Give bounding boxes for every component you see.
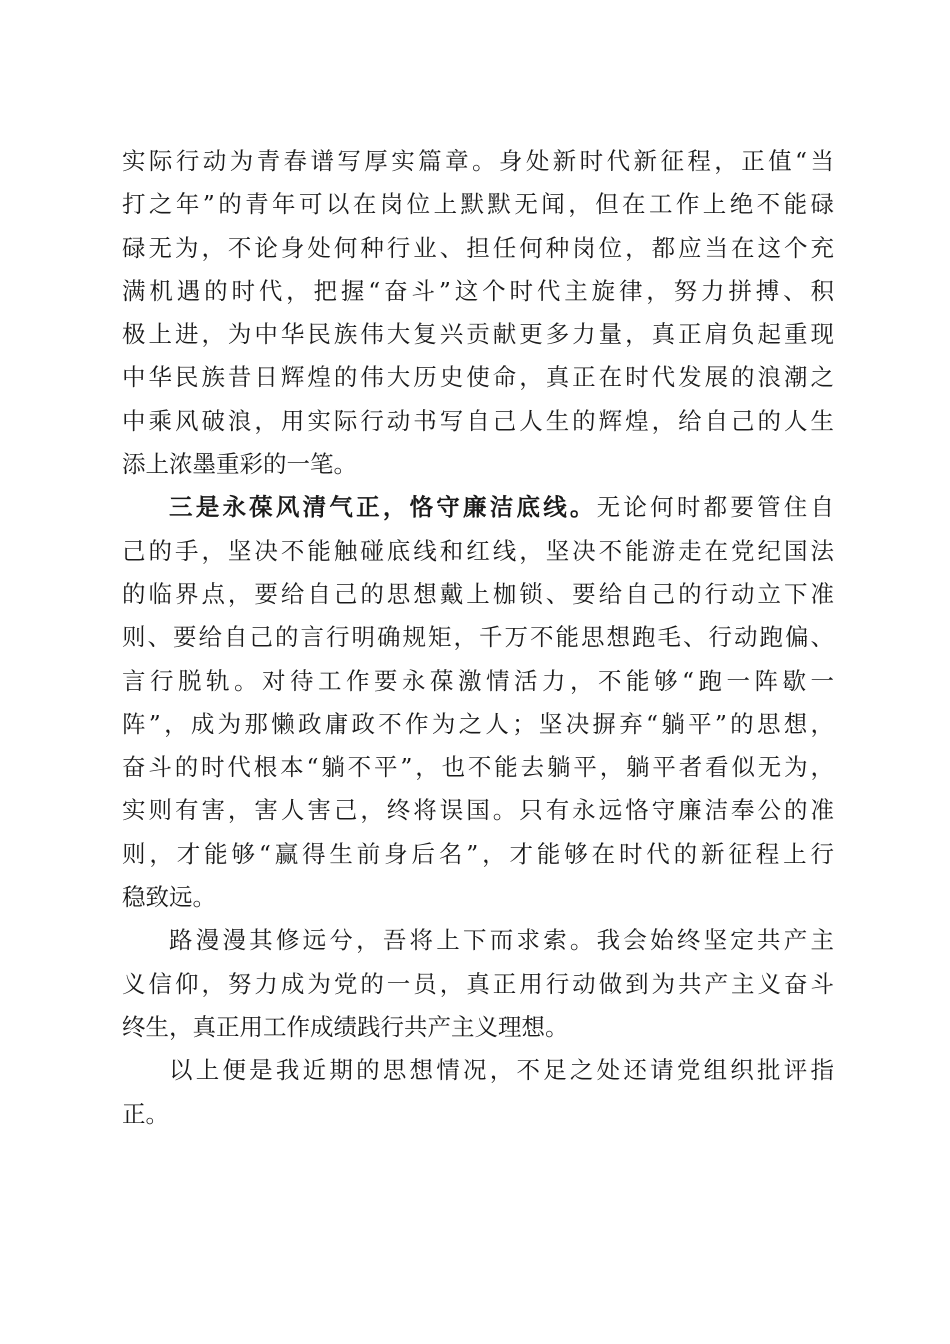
text-line: 极上进，为中华民族伟大复兴贡献更多力量，真正肩负起重现 <box>122 320 834 349</box>
text-line: 打之年”的青年可以在岗位上默默无闻，但在工作上绝不能碌 <box>122 190 834 219</box>
text-line: 满机遇的时代，把握“奋斗”这个时代主旋律，努力拼搏、积 <box>122 276 834 305</box>
text-line: 终生，真正用工作成绩践行共产主义理想。 <box>122 1012 569 1041</box>
text-line: 以上便是我近期的思想情况，不足之处还请党组织批评指 <box>169 1056 834 1085</box>
text-line: 的临界点，要给自己的思想戴上枷锁、要给自己的行动立下准 <box>122 579 834 608</box>
text-line: 言行脱轨。对待工作要永葆激情活力，不能够“跑一阵歇一 <box>122 666 834 695</box>
text-line: 己的手，坚决不能触碰底线和红线，坚决不能游走在党纪国法 <box>122 536 834 565</box>
text-line: 正。 <box>122 1099 169 1128</box>
text-line: 义信仰，努力成为党的一员，真正用行动做到为共产主义奋斗 <box>122 969 834 998</box>
document-body <box>122 140 834 1136</box>
text-line: 奋斗的时代根本“躺不平”，也不能去躺平，躺平者看似无为， <box>122 753 834 782</box>
paragraph-2 <box>122 486 834 919</box>
text-line: 中乘风破浪，用实际行动书写自己人生的辉煌，给自己的人生 <box>122 406 834 435</box>
text-line: 稳致远。 <box>122 883 216 912</box>
text-line: 阵”，成为那懒政庸政不作为之人；坚决摒弃“躺平”的思想， <box>122 709 834 738</box>
text-line <box>122 486 834 529</box>
paragraph-4 <box>122 1049 834 1136</box>
section-heading: 三是永葆风清气正，恪守廉洁底线。 <box>169 493 597 522</box>
text-line: 路漫漫其修远兮，吾将上下而求索。我会始终坚定共产主 <box>169 926 834 955</box>
text-line: 中华民族昔日辉煌的伟大历史使命，真正在时代发展的浪潮之 <box>122 363 834 392</box>
paragraph-1 <box>122 140 834 486</box>
text-line: 则，才能够“赢得生前身后名”，才能够在时代的新征程上行 <box>122 839 834 868</box>
text-line: 实际行动为青春谱写厚实篇章。身处新时代新征程，正值“当 <box>122 147 834 175</box>
text-line: 添上浓墨重彩的一笔。 <box>122 450 357 479</box>
heading-line-rest: 无论何时都要管住自 <box>596 493 835 522</box>
text-line: 碌无为，不论身处何种行业、担任何种岗位，都应当在这个充 <box>122 233 834 262</box>
text-line: 则、要给自己的言行明确规矩，千万不能思想跑毛、行动跑偏、 <box>122 623 834 652</box>
text-line: 实则有害，害人害己，终将误国。只有永远恪守廉洁奉公的准 <box>122 796 834 825</box>
paragraph-3 <box>122 919 834 1049</box>
